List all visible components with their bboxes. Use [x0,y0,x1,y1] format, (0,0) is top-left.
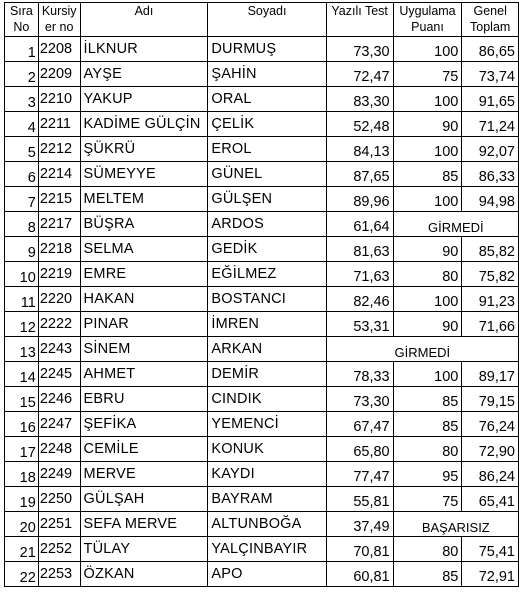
sira-no-cell: 1 [5,37,39,62]
sira-no-cell: 22 [5,562,39,587]
yazili-test-cell: 84,13 [326,137,393,162]
kursiyer-no-cell: 2219 [38,262,80,287]
kursiyer-no-cell: 2253 [38,562,80,587]
soyadi-cell: ÇELİK [208,112,326,137]
adi-cell: BÜŞRA [80,212,208,237]
kursiyer-no-cell: 2218 [38,237,80,262]
soyadi-cell: ŞAHİN [208,62,326,87]
yazili-test-cell: 77,47 [326,462,393,487]
table-row [5,62,519,87]
kursiyer-no-cell: 2246 [38,387,80,412]
yazili-test-cell: 53,31 [326,312,393,337]
kursiyer-no-cell: 2251 [38,512,80,537]
kursiyer-no-cell: 2243 [38,337,80,362]
adi-cell: CEMİLE [80,437,208,462]
genel-toplam-cell: 91,65 [462,87,519,112]
table-row [5,137,519,162]
uygulama-puani-cell: 85 [393,162,462,187]
uygulama-puani-cell: 100 [393,87,462,112]
yazili-test-cell: 67,47 [326,412,393,437]
soyadi-cell: EĞİLMEZ [208,262,326,287]
sira-no-cell: 6 [5,162,39,187]
table-row [5,462,519,487]
kursiyer-no-cell: 2247 [38,412,80,437]
uygulama-puani-cell: 100 [393,287,462,312]
yazili-test-cell: 61,64 [326,212,393,237]
header-adi: Adı [80,3,208,37]
adi-cell: EMRE [80,262,208,287]
genel-toplam-cell: 72,90 [462,437,519,462]
genel-toplam-cell: 76,24 [462,412,519,437]
soyadi-cell: KAYDI [208,462,326,487]
soyadi-cell: BAYRAM [208,487,326,512]
kursiyer-no-cell: 2217 [38,212,80,237]
kursiyer-no-cell: 2212 [38,137,80,162]
genel-toplam-cell: 71,66 [462,312,519,337]
table-row [5,287,519,312]
kursiyer-no-cell: 2209 [38,62,80,87]
kursiyer-no-cell: 2250 [38,487,80,512]
status-note-cell: GİRMEDİ [326,337,518,362]
adi-cell: ŞEFİKA [80,412,208,437]
yazili-test-cell: 73,30 [326,387,393,412]
kursiyer-no-cell: 2215 [38,187,80,212]
table-row [5,512,519,537]
uygulama-puani-cell: 100 [393,37,462,62]
soyadi-cell: KONUK [208,437,326,462]
soyadi-cell: YEMENCİ [208,412,326,437]
soyadi-cell: ORAL [208,87,326,112]
table-row [5,37,519,62]
header-sira-no: Sıra No [5,3,39,37]
genel-toplam-cell: 86,65 [462,37,519,62]
sira-no-cell: 15 [5,387,39,412]
table-row [5,162,519,187]
sira-no-cell: 8 [5,212,39,237]
table-row [5,87,519,112]
uygulama-puani-cell: 95 [393,462,462,487]
genel-toplam-cell: 92,07 [462,137,519,162]
table-row [5,387,519,412]
genel-toplam-cell: 85,82 [462,237,519,262]
adi-cell: SÜMEYYE [80,162,208,187]
header-soyadi: Soyadı [208,3,326,37]
uygulama-puani-cell: 80 [393,262,462,287]
uygulama-puani-cell: 100 [393,187,462,212]
table-row [5,437,519,462]
sira-no-cell: 12 [5,312,39,337]
genel-toplam-cell: 65,41 [462,487,519,512]
soyadi-cell: ARKAN [208,337,326,362]
soyadi-cell: ALTUNBOĞA [208,512,326,537]
soyadi-cell: GÜNEL [208,162,326,187]
adi-cell: SEFA MERVE [80,512,208,537]
genel-toplam-cell: 91,23 [462,287,519,312]
soyadi-cell: CINDIK [208,387,326,412]
sira-no-cell: 20 [5,512,39,537]
yazili-test-cell: 78,33 [326,362,393,387]
kursiyer-no-cell: 2210 [38,87,80,112]
table-row [5,412,519,437]
sira-no-cell: 19 [5,487,39,512]
yazili-test-cell: 37,49 [326,512,393,537]
genel-toplam-cell: 75,82 [462,262,519,287]
header-kursiyer-no: Kursiy er no [38,3,80,37]
uygulama-puani-cell: 85 [393,562,462,587]
yazili-test-cell: 60,81 [326,562,393,587]
uygulama-puani-cell: 100 [393,137,462,162]
sira-no-cell: 21 [5,537,39,562]
genel-toplam-cell: 89,17 [462,362,519,387]
table-row [5,212,519,237]
table-row [5,312,519,337]
soyadi-cell: DURMUŞ [208,37,326,62]
uygulama-puani-cell: 85 [393,387,462,412]
genel-toplam-cell: 94,98 [462,187,519,212]
sira-no-cell: 17 [5,437,39,462]
uygulama-puani-cell: 100 [393,362,462,387]
yazili-test-cell: 72,47 [326,62,393,87]
adi-cell: ÖZKAN [80,562,208,587]
kursiyer-no-cell: 2248 [38,437,80,462]
adi-cell: MELTEM [80,187,208,212]
sira-no-cell: 4 [5,112,39,137]
soyadi-cell: ARDOS [208,212,326,237]
adi-cell: İLKNUR [80,37,208,62]
sira-no-cell: 7 [5,187,39,212]
soyadi-cell: GÜLŞEN [208,187,326,212]
header-uygulama-puani: Uygulama Puanı [393,3,462,37]
yazili-test-cell: 83,30 [326,87,393,112]
yazili-test-cell: 73,30 [326,37,393,62]
adi-cell: ŞÜKRÜ [80,137,208,162]
sira-no-cell: 18 [5,462,39,487]
table-row [5,537,519,562]
table-row [5,362,519,387]
adi-cell: TÜLAY [80,537,208,562]
soyadi-cell: BOSTANCI [208,287,326,312]
table-row [5,262,519,287]
sira-no-cell: 14 [5,362,39,387]
uygulama-puani-cell: 75 [393,487,462,512]
yazili-test-cell: 81,63 [326,237,393,262]
genel-toplam-cell: 79,15 [462,387,519,412]
adi-cell: SELMA [80,237,208,262]
kursiyer-no-cell: 2211 [38,112,80,137]
genel-toplam-cell: 71,24 [462,112,519,137]
yazili-test-cell: 82,46 [326,287,393,312]
kursiyer-no-cell: 2252 [38,537,80,562]
yazili-test-cell: 89,96 [326,187,393,212]
genel-toplam-cell: 86,33 [462,162,519,187]
kursiyer-no-cell: 2222 [38,312,80,337]
status-note-cell: BAŞARISIZ [393,512,518,537]
yazili-test-cell: 70,81 [326,537,393,562]
adi-cell: MERVE [80,462,208,487]
uygulama-puani-cell: 90 [393,112,462,137]
adi-cell: KADİME GÜLÇİN [80,112,208,137]
table-body [5,37,519,587]
adi-cell: YAKUP [80,87,208,112]
adi-cell: AYŞE [80,62,208,87]
uygulama-puani-cell: 90 [393,237,462,262]
header-genel-toplam: Genel Toplam [462,3,519,37]
table-row [5,487,519,512]
sira-no-cell: 16 [5,412,39,437]
kursiyer-no-cell: 2245 [38,362,80,387]
yazili-test-cell: 52,48 [326,112,393,137]
yazili-test-cell: 55,81 [326,487,393,512]
uygulama-puani-cell: 90 [393,312,462,337]
table-row [5,187,519,212]
soyadi-cell: EROL [208,137,326,162]
header-row [5,3,519,37]
table-row [5,112,519,137]
adi-cell: HAKAN [80,287,208,312]
soyadi-cell: YALÇINBAYIR [208,537,326,562]
sira-no-cell: 11 [5,287,39,312]
genel-toplam-cell: 86,24 [462,462,519,487]
yazili-test-cell: 71,63 [326,262,393,287]
adi-cell: GÜLŞAH [80,487,208,512]
yazili-test-cell: 87,65 [326,162,393,187]
sira-no-cell: 9 [5,237,39,262]
uygulama-puani-cell: 80 [393,437,462,462]
kursiyer-no-cell: 2214 [38,162,80,187]
soyadi-cell: GEDİK [208,237,326,262]
adi-cell: AHMET [80,362,208,387]
genel-toplam-cell: 75,41 [462,537,519,562]
soyadi-cell: İMREN [208,312,326,337]
results-table [4,2,519,587]
sira-no-cell: 13 [5,337,39,362]
sira-no-cell: 5 [5,137,39,162]
uygulama-puani-cell: 80 [393,537,462,562]
table-row [5,237,519,262]
adi-cell: EBRU [80,387,208,412]
table-row [5,337,519,362]
sira-no-cell: 10 [5,262,39,287]
genel-toplam-cell: 72,91 [462,562,519,587]
adi-cell: PINAR [80,312,208,337]
uygulama-puani-cell: 75 [393,62,462,87]
soyadi-cell: APO [208,562,326,587]
yazili-test-cell: 65,80 [326,437,393,462]
kursiyer-no-cell: 2249 [38,462,80,487]
adi-cell: SİNEM [80,337,208,362]
uygulama-puani-cell: 85 [393,412,462,437]
sira-no-cell: 3 [5,87,39,112]
genel-toplam-cell: 73,74 [462,62,519,87]
kursiyer-no-cell: 2220 [38,287,80,312]
table-row [5,562,519,587]
soyadi-cell: DEMİR [208,362,326,387]
sira-no-cell: 2 [5,62,39,87]
status-note-cell: GİRMEDİ [393,212,518,237]
kursiyer-no-cell: 2208 [38,37,80,62]
header-yazili-test: Yazılı Test [326,3,393,37]
